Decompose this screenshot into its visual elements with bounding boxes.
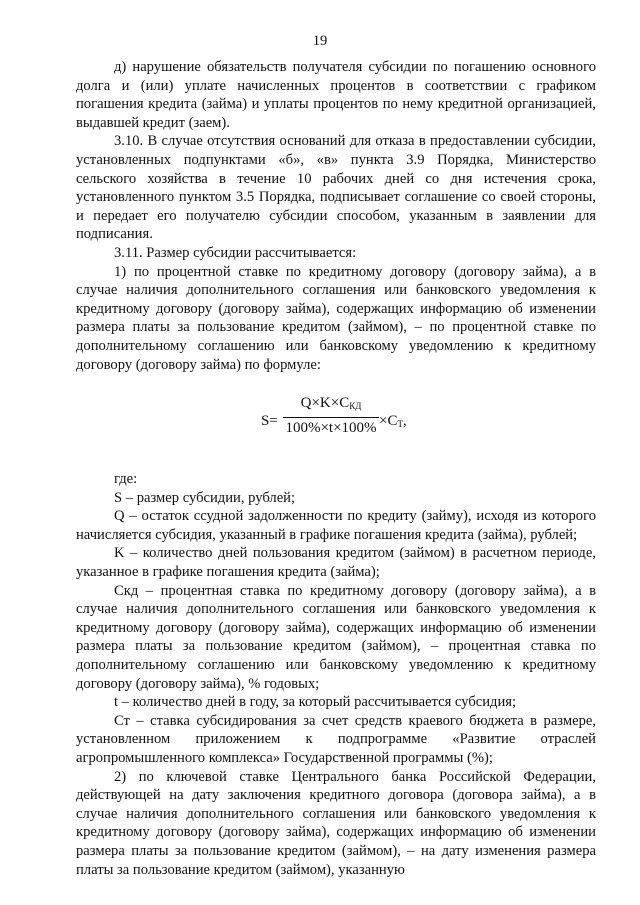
formula-rhs: $\times C_Т$, [379, 413, 407, 430]
paragraph-method-1: 1) по процентной ставке по кредитному договору (договору займа), а в случае наличия дополнительного соглашения или банковского уведомления к кредитному договору (договору займа), содержащих информацию об изменении размера платы за пользование кредитом (займом), – по процентной ставке по дополнительному соглашению или банковскому уведомлению к кредитному договору (договору займа) по формуле: [76, 263, 596, 373]
formula-denominator: 100%×t×100% [285, 419, 377, 436]
formula-lhs: S= [261, 413, 278, 430]
paragraph-method-2: 2) по ключевой ставке Центрального банка Российской Федерации, действующей на дату заключения кредитного договора (договора займа), а в случае наличия дополнительного соглашения или банковского уведомления к кредитному договору (договору займа), содержащих информацию об изменении размера платы за пользование кредитом (займом), – на дату изменения размера платы за пользование кредитом (займом), указанную [76, 768, 596, 878]
paragraph-3-10: 3.10. В случае отсутствия оснований для отказа в предоставлении субсидии, установленных подпунктами «б», «в» пункта 3.9 Порядка, Министерство сельского хозяйства в течение 10 рабочих дней со дня истечения срока, установленного пунктом 3.5 Порядка, подписывает соглашение со своей стороны, и передает его получателю субсидии способом, указанным в заявлении для подписания. [76, 133, 596, 243]
definition-k: K – количество дней пользования кредитом (займом) в расчетном периоде, указанное в графике погашения кредита (займа); [76, 545, 596, 581]
where-label: где: [114, 471, 138, 488]
page-number: 19 [312, 33, 328, 49]
definition-s: S – размер субсидии, рублей; [114, 489, 296, 506]
definition-st: Ст – ставка субсидирования за счет средств краевого бюджета в размере, установленном приложением к подпрограмме «Развитие отраслей агропромышленного комплекса» Государственной программы (%); [76, 712, 596, 766]
paragraph-item-d-cont: д) нарушение обязательств получателя субсидии по погашению основного долга и (или) уплате начисленных процентов в соответствии с графиком погашения кредита (займа) и уплаты процентов по нему кредитной организацией, выдавшей кредит (заем). [76, 59, 596, 131]
formula-fraction [283, 394, 379, 437]
definition-q: Q – остаток ссудной задолженности по кредиту (займу), исходя из которого начисляется субсидия, указанный в графике погашения кредита (займа), рублей; [76, 508, 596, 543]
paragraph-3-11: 3.11. Размер субсидии рассчитывается: [114, 244, 357, 261]
subsidy-formula [76, 374, 596, 470]
document-body [76, 58, 596, 879]
definition-t: t – количество дней в году, за который рассчитывается субсидия; [114, 694, 517, 711]
formula-numerator: $Q\times K\times C_{КД}$ [283, 394, 379, 418]
definition-skd: Скд – процентная ставка по кредитному договору (договору займа), а в случае наличия дополнительного соглашения или банковского уведомления к кредитному договору (договору займа), содержащих информацию об изменении размера платы за пользование кредитом (займом), – процентная ставка по дополнительному соглашению или банковскому уведомлению к кредитному договору (договору займа), % годовых; [76, 582, 596, 692]
